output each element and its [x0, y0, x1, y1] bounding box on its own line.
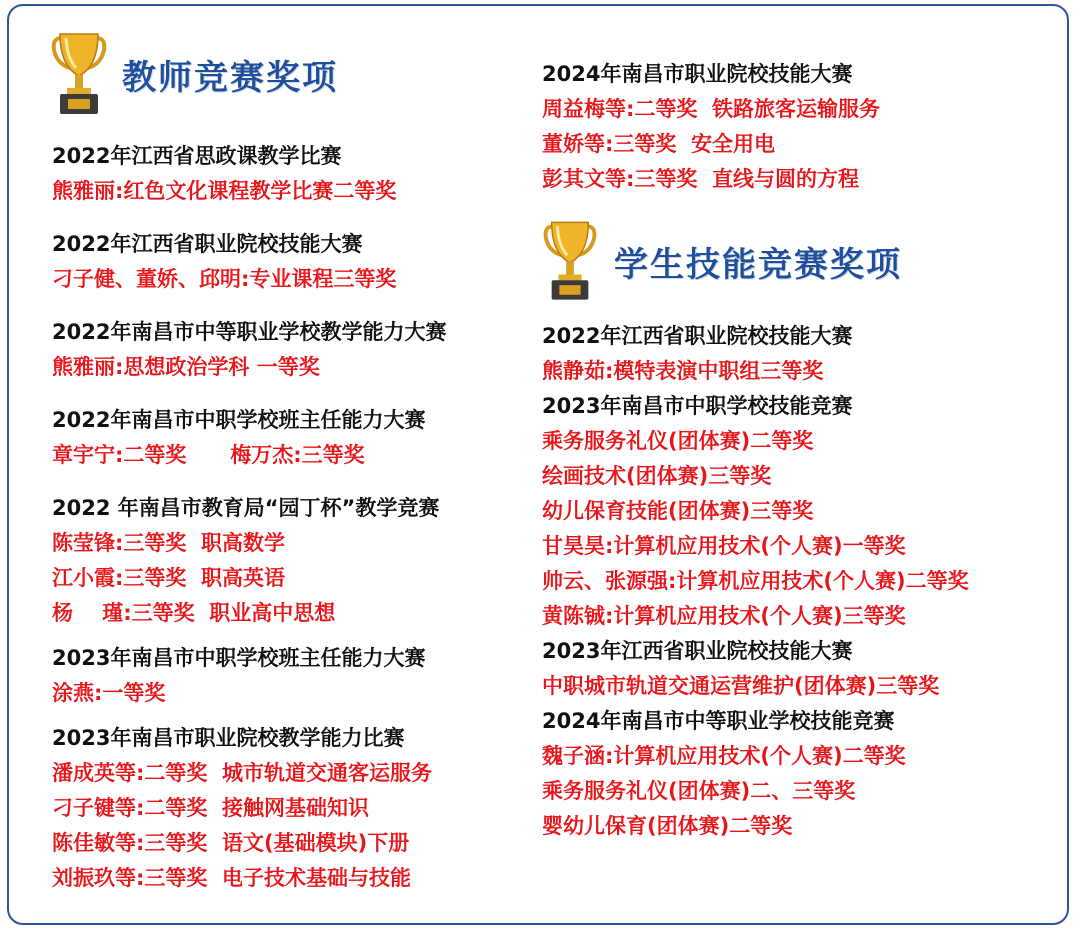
award-line: 江小霞:三等奖 职高英语 [52, 566, 286, 590]
award-line: 陈佳敏等:三等奖 语文(基础模块)下册 [52, 831, 410, 855]
award-line: 幼儿保育技能(团体赛)三等奖 [542, 499, 814, 523]
competition-heading: 2022 年南昌市教育局“园丁杯”教学竞赛 [52, 496, 440, 520]
award-line: 熊雅丽:红色文化课程教学比赛二等奖 [52, 179, 397, 203]
award-group [542, 634, 969, 704]
award-line: 魏子涵:计算机应用技术(个人赛)二等奖 [542, 744, 906, 768]
award-line: 涂燕:一等奖 [52, 681, 166, 705]
award-line: 刁子健、董娇、邱明:专业课程三等奖 [52, 267, 397, 291]
competition-heading: 2024年南昌市中等职业学校技能竞赛 [542, 709, 895, 733]
award-line: 杨 瑾:三等奖 职业高中思想 [52, 601, 336, 625]
award-group [52, 315, 446, 385]
award-line: 乘务服务礼仪(团体赛)二、三等奖 [542, 779, 856, 803]
award-group [542, 319, 969, 389]
teacher-section-header [50, 30, 338, 118]
student-awards-column [542, 319, 969, 844]
competition-heading: 2022年江西省职业院校技能大赛 [52, 232, 363, 256]
competition-heading: 2023年南昌市职业院校教学能力比赛 [52, 726, 405, 750]
award-group [52, 491, 446, 631]
award-line: 刘振玖等:三等奖 电子技术基础与技能 [52, 866, 412, 890]
competition-heading: 2023年南昌市中职学校技能竞赛 [542, 394, 853, 418]
award-line: 董娇等:三等奖 安全用电 [542, 132, 776, 156]
award-line: 乘务服务礼仪(团体赛)二等奖 [542, 429, 814, 453]
award-line: 绘画技术(团体赛)三等奖 [542, 464, 772, 488]
award-line: 熊雅丽:思想政治学科 一等奖 [52, 355, 320, 379]
award-line: 黄陈铖:计算机应用技术(个人赛)三等奖 [542, 604, 906, 628]
award-line: 刁子键等:二等奖 接触网基础知识 [52, 796, 370, 820]
award-line: 帅云、张源强:计算机应用技术(个人赛)二等奖 [542, 569, 969, 593]
award-line: 章宇宁:二等奖 梅万杰:三等奖 [52, 443, 365, 467]
teacher-section-title: 教师竞赛奖项 [122, 57, 338, 98]
award-line: 潘成英等:二等奖 城市轨道交通客运服务 [52, 761, 433, 785]
competition-heading: 2022年南昌市中职学校班主任能力大赛 [52, 408, 426, 432]
award-group [542, 704, 969, 844]
trophy-icon [50, 30, 108, 118]
award-group [52, 403, 446, 473]
award-group [52, 641, 446, 711]
award-line: 彭其文等:三等奖 直线与圆的方程 [542, 167, 860, 191]
award-group [542, 389, 969, 634]
award-line: 周益梅等:二等奖 铁路旅客运输服务 [542, 97, 881, 121]
award-line: 熊静茹:模特表演中职组三等奖 [542, 359, 824, 383]
award-group [542, 57, 880, 197]
award-group [52, 227, 446, 297]
award-line: 婴幼儿保育(团体赛)二等奖 [542, 814, 793, 838]
competition-heading: 2022年南昌市中等职业学校教学能力大赛 [52, 320, 447, 344]
award-line: 甘昊昊:计算机应用技术(个人赛)一等奖 [542, 534, 906, 558]
competition-heading: 2023年南昌市中职学校班主任能力大赛 [52, 646, 426, 670]
competition-heading: 2024年南昌市职业院校技能大赛 [542, 62, 853, 86]
teacher-awards-extra [542, 57, 880, 197]
competition-heading: 2022年江西省思政课教学比赛 [52, 144, 342, 168]
award-line: 中职城市轨道交通运营维护(团体赛)三等奖 [542, 674, 940, 698]
student-section-header [542, 218, 902, 304]
trophy-icon [542, 218, 598, 304]
competition-heading: 2022年江西省职业院校技能大赛 [542, 324, 853, 348]
student-section-title: 学生技能竞赛奖项 [614, 244, 902, 285]
competition-heading: 2023年江西省职业院校技能大赛 [542, 639, 853, 663]
award-line: 陈莹锋:三等奖 职高数学 [52, 531, 286, 555]
teacher-awards-column [52, 139, 446, 896]
award-group [52, 139, 446, 209]
award-group [52, 721, 446, 896]
